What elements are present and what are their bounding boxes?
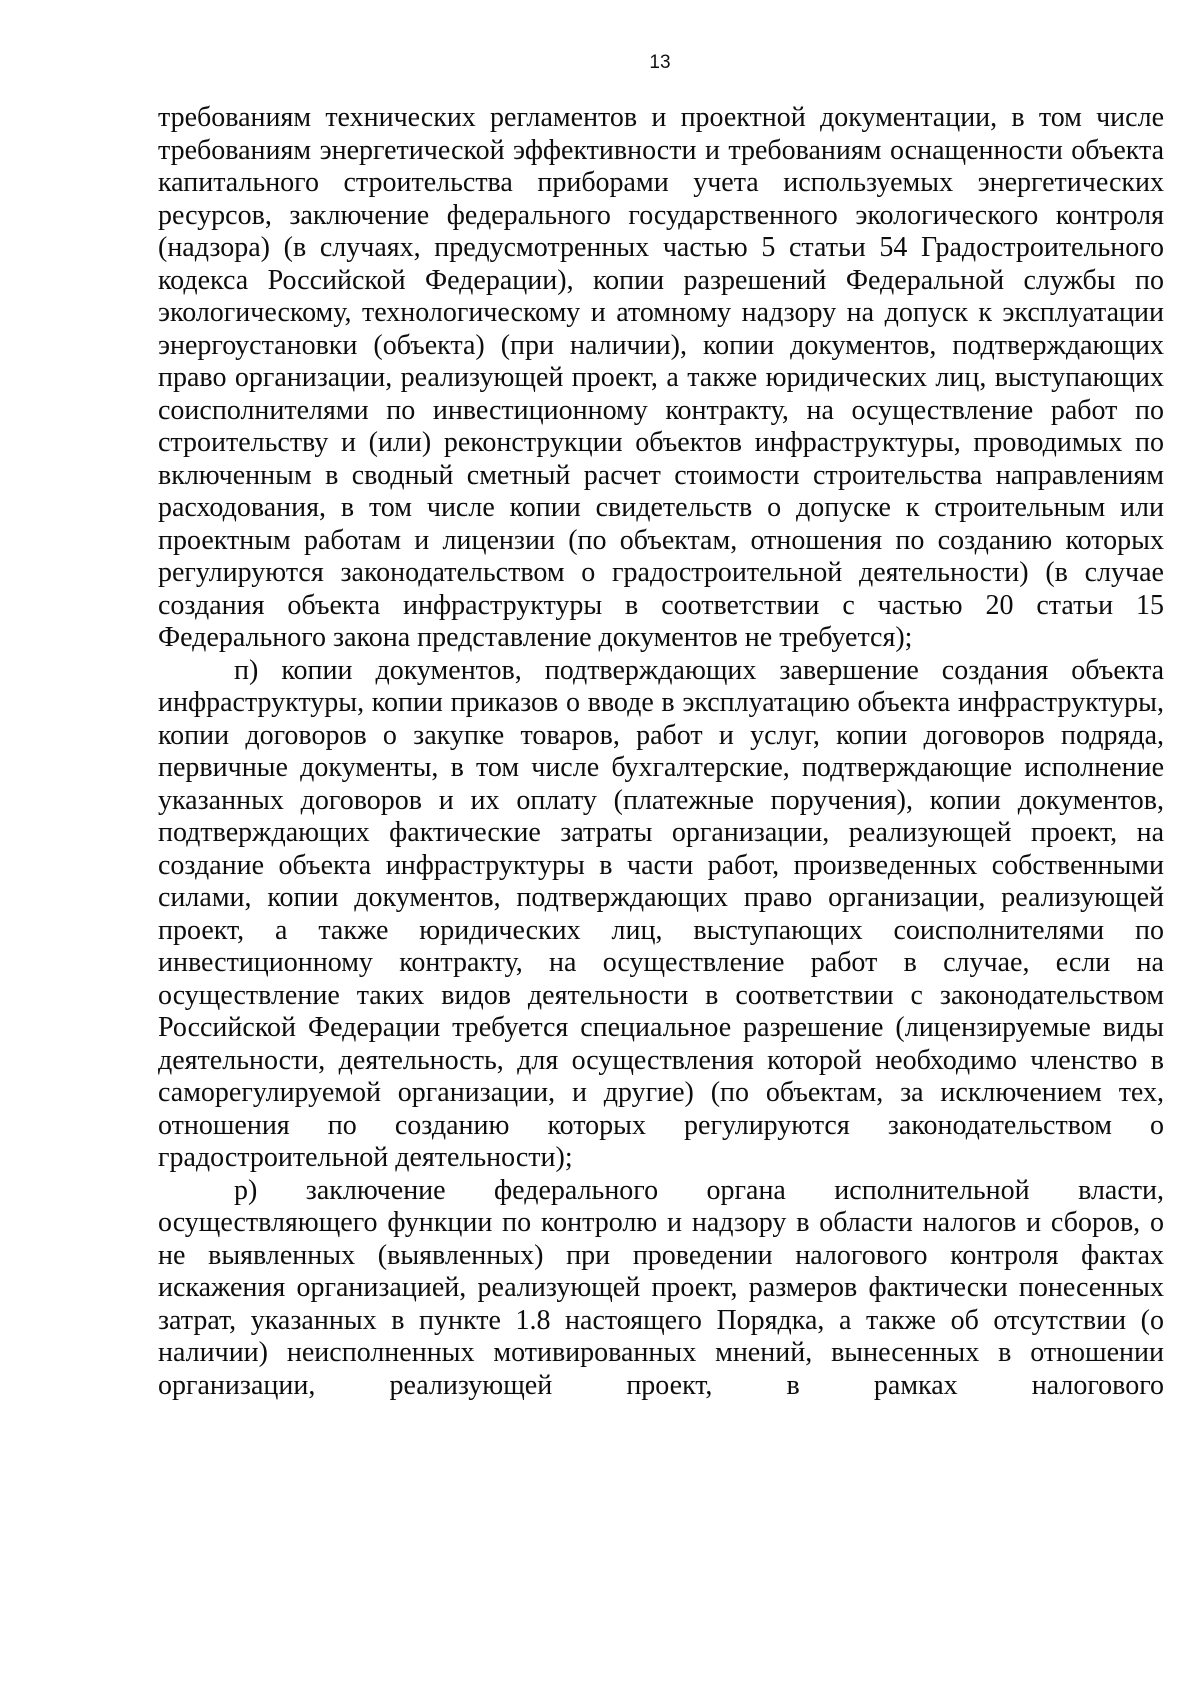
paragraph-item-p: п) копии документов, подтверждающих завершение создания объекта инфраструктуры, копии приказов о вводе в эксплуатацию объекта инфраструктуры, копии договоров о закупке товаров, работ и услуг, копии договоров подряда, первичные документы, в том числе бухгалтерские, подтверждающие исполнение указанных договоров и их оплату (платежные поручения), копии документов, подтверждающих фактические затраты организации, реализующей проект, на создание объекта инфраструктуры в части работ, произведенных собственными силами, копии документов, подтверждающих право организации, реализующей проект, а также юридических лиц, выступающих соисполнителями по инвестиционному контракту, на осуществление работ в случае, если на осуществление таких видов деятельности в соответствии с законодательством Российской Федерации требуется специальное разрешение (лицензируемые виды деятельности, деятельность, для осуществления которой необходимо членство в саморегулируемой организации, и другие) (по объектам, за исключением тех, отношения по созданию которых регулируются законодательством о градостроительной деятельности); <box>158 654 1164 1173</box>
page-number: 13 <box>649 52 671 73</box>
document-body <box>158 102 1164 1402</box>
paragraph-continuation: требованиям технических регламентов и проектной документации, в том числе требованиям энергетической эффективности и требованиям оснащенности объекта капитального строительства приборами учета используемых энергетических ресурсов, заключение федерального государственного экологического контроля (надзора) (в случаях, предусмотренных частью 5 статьи 54 Градостроительного кодекса Российской Федерации), копии разрешений Федеральной службы по экологическому, технологическому и атомному надзору на допуск к эксплуатации энергоустановки (объекта) (при наличии), копии документов, подтверждающих право организации, реализующей проект, а также юридических лиц, выступающих соисполнителями по инвестиционному контракту, на осуществление работ по строительству и (или) реконструкции объектов инфраструктуры, проводимых по включенным в сводный сметный расчет стоимости строительства направлениям расходования, в том числе копии свидетельств о допуске к строительным или проектным работам и лицензии (по объектам, отношения по созданию которых регулируются законодательством о градостроительной деятельности) (в случае создания объекта инфраструктуры в соответствии с частью 20 статьи 15 Федерального закона представление документов не требуется); <box>158 102 1164 653</box>
paragraph-item-r: р) заключение федерального органа исполнительной власти, осуществляющего функции по контролю и надзору в области налогов и сборов, о не выявленных (выявленных) при проведении налогового контроля фактах искажения организацией, реализующей проект, размеров фактически понесенных затрат, указанных в пункте 1.8 настоящего Порядка, а также об отсутствии (о наличии) неисполненных мотивированных мнений, вынесенных в отношении организации, реализующей проект, в рамках налогового <box>158 1174 1164 1401</box>
